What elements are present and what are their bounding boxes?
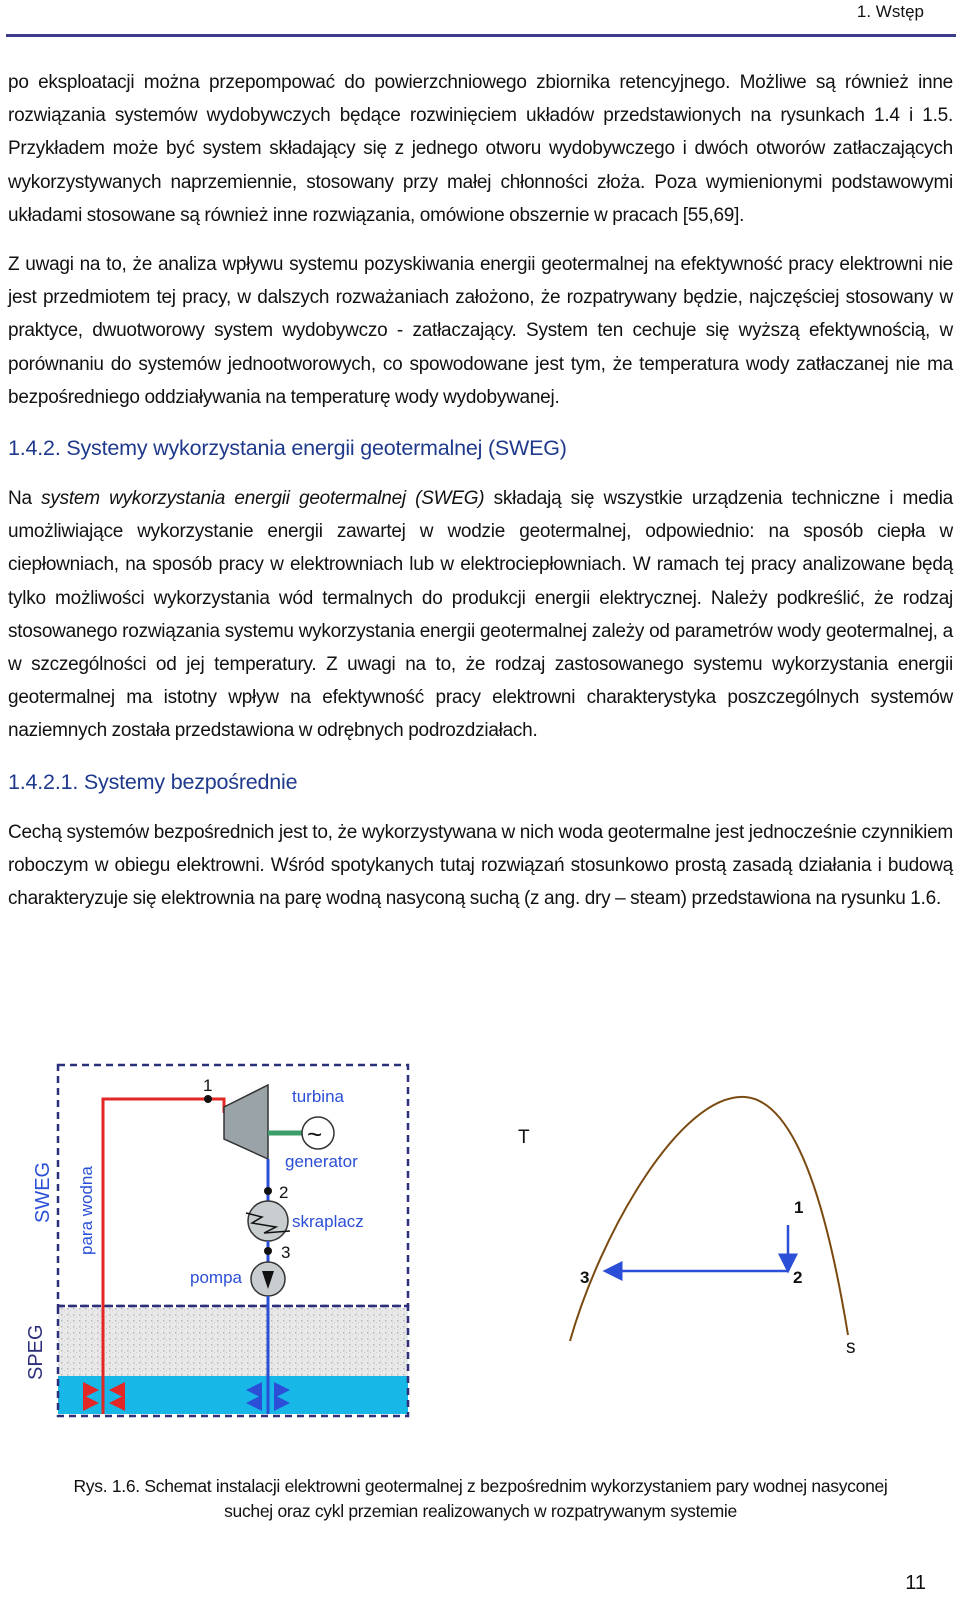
water-layer <box>58 1376 408 1414</box>
header-rule <box>6 34 956 37</box>
generator-symbol: ~ <box>307 1119 323 1149</box>
ts-axis-y-label: T <box>518 1127 530 1148</box>
chapter-header: 1. Wstęp <box>856 2 924 21</box>
label-speg: SPEG <box>25 1324 47 1380</box>
point-1-marker <box>204 1095 212 1103</box>
schematic <box>25 1065 408 1416</box>
point-2-label: 2 <box>279 1183 289 1202</box>
paragraph-sweg-start: Na <box>8 488 42 510</box>
caption-line-1: Rys. 1.6. Schemat instalacji elektrowni geotermalnej z bezpośrednim wykorzystaniem pary wodnej nasyconej <box>73 1476 888 1496</box>
paragraph-direct-systems: Cechą systemów bezpośrednich jest to, że wykorzystywana w nich woda geotermalne jest jednocześnie czynnikiem roboczym w obiegu elektrowni. Wśród spotykanych tutaj rozwiązań stosunkowo prostą zasadą działania i budową charakteryzuje się elektrownia na parę wodną nasyconą suchą (z ang. dry – steam) przedstawiona na rysunku 1.6. <box>8 821 953 910</box>
saturation-curve <box>570 1097 848 1341</box>
label-sweg: SWEG <box>32 1161 54 1223</box>
page-number: 11 <box>905 1572 926 1594</box>
paragraph-sweg-term: system wykorzystania energii geotermalnej (SWEG) <box>41 488 485 510</box>
ts-point-3-label: 3 <box>580 1268 590 1287</box>
label-generator: generator <box>285 1152 358 1171</box>
paragraph-sweg <box>8 482 953 748</box>
steam-line-inlet <box>210 1099 224 1113</box>
section-heading-1-4-2-1: 1.4.2.1. Systemy bezpośrednie <box>8 769 298 794</box>
paragraph-1: po eksploatacji można przepompować do powierzchniowego zbiornika retencyjnego. Możliwe są również inne rozwiązania systemów wydobywczych będące rozwinięciem układów przedstawionych na rysunkach 1.4 i 1.5. Przykładem może być system składający się z jednego otworu wydobywczego i dwóch otworów zatłaczających wykorzystywanych naprzemiennie, stosowany przy małej chłonności złoża. Poza wymienionymi podstawowymi układami stosowane są również inne rozwiązania, omówione obszernie w pracach [55,69]. <box>8 72 953 226</box>
figure-caption <box>8 1474 953 1524</box>
rock-layer <box>58 1308 408 1376</box>
ts-diagram <box>518 1097 856 1358</box>
label-turbine: turbina <box>292 1087 344 1106</box>
section-heading-1-4-2: 1.4.2. Systemy wykorzystania energii geotermalnej (SWEG) <box>8 436 567 461</box>
point-2-marker <box>264 1187 272 1195</box>
label-pump: pompa <box>190 1268 242 1287</box>
paragraph-2: Z uwagi na to, że analiza wpływu systemu pozyskiwania energii geotermalnej na efektywność pracy elektrowni nie jest przedmiotem tej pracy, w dalszych rozważaniach założono, że rozpatrywany będzie, najczęściej stosowany w praktyce, dwuotworowy system wydobywczo - zatłaczający. System ten cechuje się wyższą efektywnością, w porównaniu do systemów jednootworowych, co spowodowane jest tym, że temperatura wody zatłaczanej nie ma bezpośredniego oddziaływania na temperaturę wody wydobywanej. <box>8 254 953 408</box>
label-steam: para wodna <box>77 1166 96 1255</box>
point-1-label: 1 <box>203 1076 213 1095</box>
figure-1-6 <box>0 1055 960 1495</box>
turbine <box>224 1085 268 1159</box>
ts-point-1-label: 1 <box>794 1198 804 1217</box>
paragraph-sweg-rest: składają się wszystkie urządzenia techniczne i media umożliwiające wykorzystanie energii zawartej w wodzie geotermalnej, odpowiednio: na sposób ciepła w ciepłowniach, na sposób pracy w elektrowniach lub w elektrociepłowniach. W ramach tej pracy analizowane będą tylko możliwości wykorzystania wód termalnych do produkcji energii elektrycznej. Należy podkreślić, że rodzaj stosowanego rozwiązania systemu wykorzystania energii geotermalnej zależy od parametrów wody geotermalnej, a w szczególności od jej temperatury. Z uwagi na to, że rodzaj zastosowanego systemu wykorzystania energii geotermalnej ma istotny wpływ na efektywność pracy elektrowni charakterystyka poszczególnych systemów naziemnych została przedstawiona w odrębnych podrozdziałach. <box>8 488 953 742</box>
page-content <box>8 66 953 931</box>
ts-point-2-label: 2 <box>793 1268 803 1287</box>
label-condenser: skraplacz <box>292 1212 364 1231</box>
point-3-label: 3 <box>281 1243 291 1262</box>
caption-line-2: suchej oraz cykl przemian realizowanych w rozpatrywanym systemie <box>224 1501 737 1521</box>
ts-axis-x-label: s <box>846 1337 856 1358</box>
point-3-marker <box>264 1247 272 1255</box>
